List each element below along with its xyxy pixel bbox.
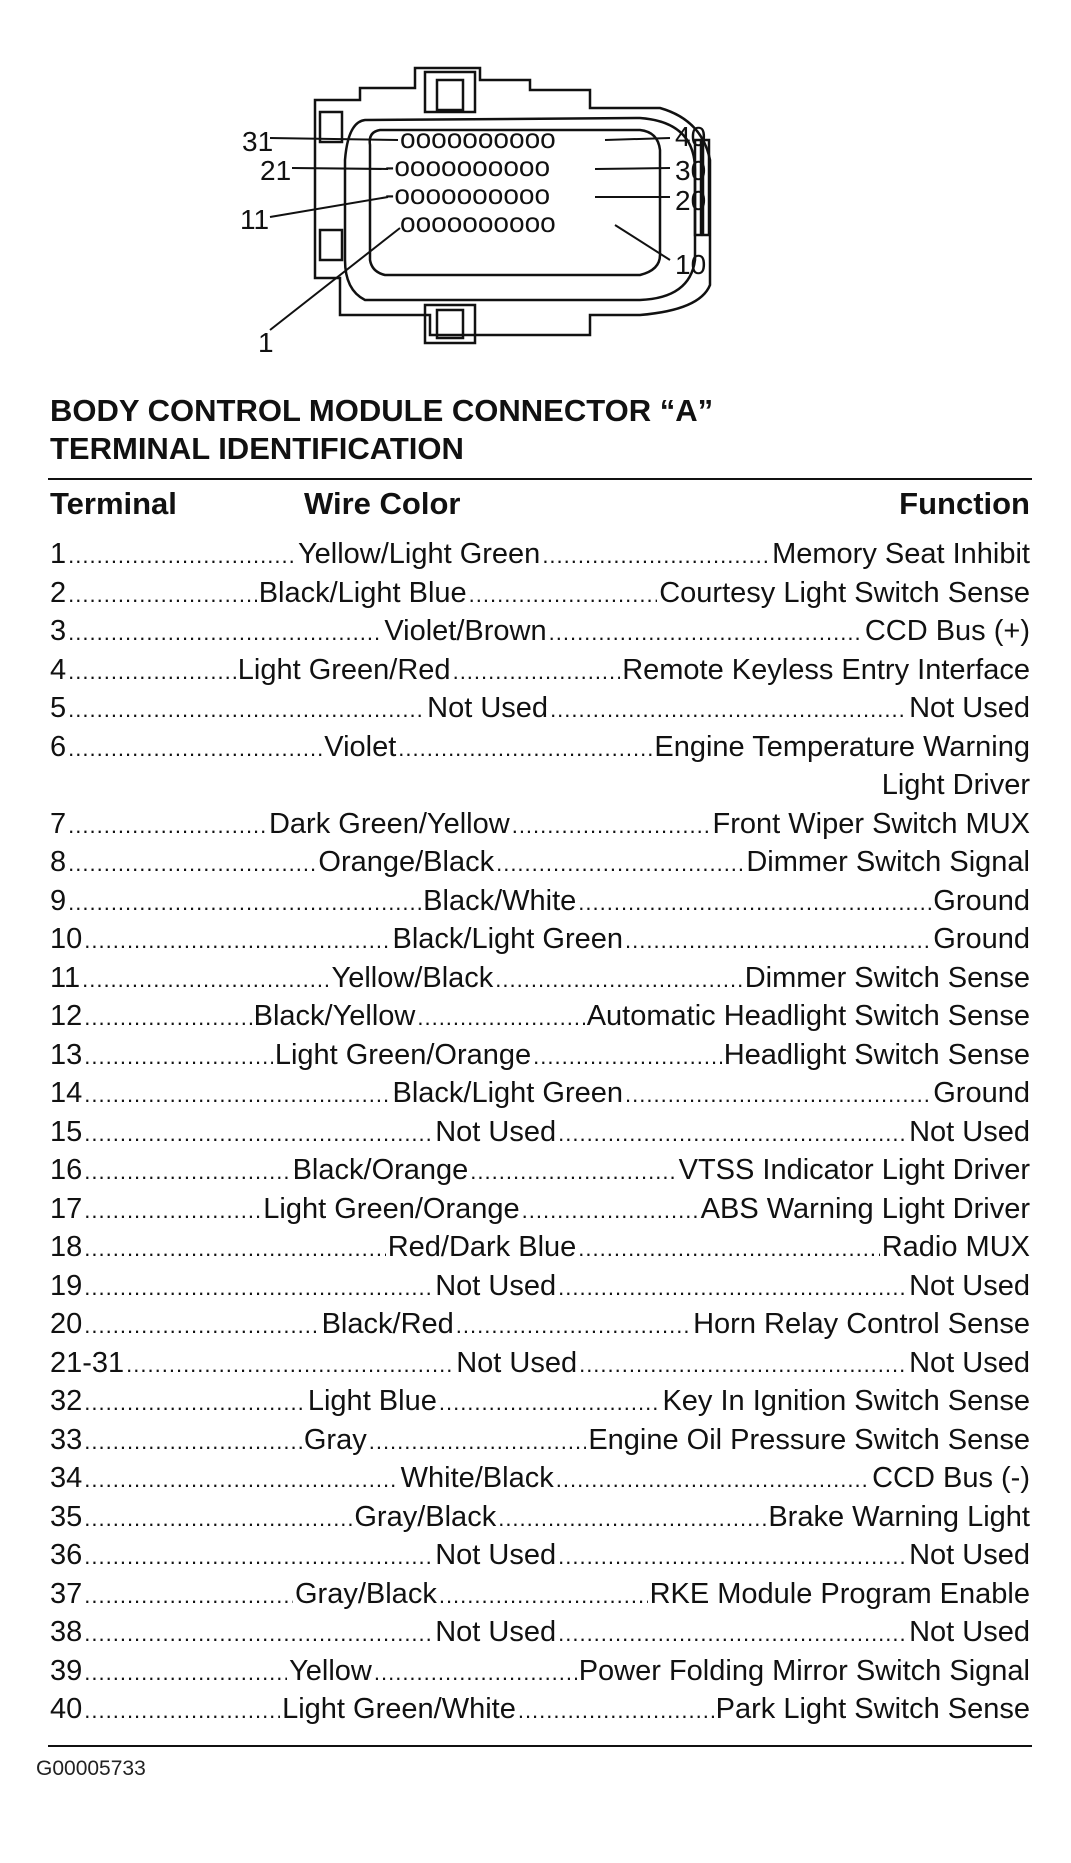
leader-dots: [68, 845, 316, 884]
leader-dots: [512, 807, 711, 846]
leader-dots: [542, 537, 770, 576]
table-row: [50, 612, 1030, 651]
terminal-number: 19: [50, 1269, 83, 1302]
pin-label-1: 1: [258, 327, 274, 358]
leader-dots: [84, 999, 251, 1038]
function-text: Ground: [933, 923, 1030, 955]
terminal-number: 16: [50, 1154, 83, 1186]
function-text: Dimmer Switch Sense: [744, 961, 1030, 994]
function-text: Engine Temperature Warning: [654, 730, 1030, 763]
table-row: [50, 920, 1030, 959]
function-text: Ground: [933, 1077, 1030, 1109]
table-row: [50, 805, 1030, 844]
wire-color: Not Used: [435, 1539, 557, 1571]
function-text: Headlight Switch Sense: [723, 1038, 1030, 1071]
leader-dots: [453, 653, 621, 692]
terminal-number: 14: [50, 1077, 83, 1109]
leader-dots: [84, 1038, 273, 1077]
table-row: [50, 1151, 1030, 1190]
column-header-function: Function: [899, 486, 1030, 521]
table-row: [50, 574, 1030, 613]
leader-dots: [84, 1654, 287, 1693]
terminal-number: 33: [50, 1423, 83, 1456]
wire-color: Light Green/White: [282, 1693, 516, 1725]
wire-color: Light Green/Orange: [274, 1038, 532, 1071]
leader-dots: [68, 576, 257, 615]
leader-dots: [84, 1538, 433, 1577]
wire-color: Black/Orange: [292, 1154, 469, 1186]
leader-dots: [84, 1076, 390, 1115]
function-text: Engine Oil Pressure Switch Sense: [588, 1423, 1030, 1456]
leader-dots: [374, 1654, 577, 1693]
wire-color: Dark Green/Yellow: [268, 807, 510, 840]
pin-row-10-1: oooooooooo: [400, 207, 556, 238]
terminal-number: 20: [50, 1308, 83, 1340]
function-text: Park Light Switch Sense: [715, 1693, 1030, 1725]
pin-label-20: 20: [675, 185, 707, 216]
terminal-number: 8: [50, 846, 67, 878]
wire-color: Yellow/Light Green: [297, 538, 541, 570]
leader-dots: [84, 1615, 433, 1654]
leader-dots: [578, 884, 931, 923]
leader-dots: [533, 1038, 722, 1077]
heading-line-2: TERMINAL IDENTIFICATION: [50, 431, 464, 466]
wire-color: White/Black: [400, 1462, 554, 1494]
leader-dots: [549, 614, 863, 653]
terminal-number: 32: [50, 1385, 83, 1417]
leader-dots: [84, 1423, 302, 1462]
leader-dots: [68, 537, 296, 576]
leader-dots: [439, 1384, 661, 1423]
pin-label-30: 30: [675, 155, 707, 186]
leader-dots: [84, 1692, 280, 1731]
terminal-number: 12: [50, 1000, 83, 1032]
leader-dots: [558, 1615, 907, 1654]
terminal-number: 7: [50, 807, 67, 840]
leader-dots: [84, 1384, 306, 1423]
function-text: Key In Ignition Switch Sense: [662, 1385, 1030, 1417]
leader-dots: [439, 1577, 648, 1616]
function-text: Dimmer Switch Signal: [746, 846, 1030, 878]
heading-line-1: BODY CONTROL MODULE CONNECTOR “A”: [50, 393, 714, 428]
function-text: Not Used: [909, 1616, 1030, 1648]
wire-color: Light Green/Orange: [263, 1192, 520, 1225]
wire-color: Red/Dark Blue: [387, 1231, 577, 1263]
table-row: [50, 959, 1030, 998]
leader-dots: [550, 691, 907, 730]
terminal-number: 9: [50, 884, 67, 917]
terminal-number: 39: [50, 1654, 83, 1687]
function-text: Radio MUX: [881, 1231, 1030, 1263]
table-row: [50, 1652, 1030, 1691]
table-row: [50, 1459, 1030, 1498]
terminal-table: [50, 535, 1030, 1729]
table-row: [50, 535, 1030, 574]
leader-dots: [68, 807, 267, 846]
terminal-number: 40: [50, 1693, 83, 1725]
leader-dots: [518, 1692, 714, 1731]
leader-dots: [578, 1230, 879, 1269]
wire-color: Gray/Black: [354, 1500, 497, 1533]
leader-dots: [495, 961, 742, 1000]
function-text: Not Used: [909, 1115, 1030, 1148]
table-row: [50, 1421, 1030, 1460]
leader-dots: [625, 922, 931, 961]
table-row: [50, 1575, 1030, 1614]
terminal-number: 11: [50, 961, 81, 994]
terminal-number: 15: [50, 1115, 83, 1148]
leader-dots: [68, 653, 236, 692]
table-row: [50, 1536, 1030, 1575]
leader-dots: [84, 1461, 398, 1500]
pin-label-40: 40: [675, 121, 707, 152]
function-text: VTSS Indicator Light Driver: [678, 1154, 1030, 1186]
table-row: [50, 1498, 1030, 1537]
wire-color: Light Blue: [307, 1385, 437, 1417]
pin-rows: [385, 123, 556, 238]
wire-color: Black/Light Green: [392, 1077, 624, 1109]
leader-dots: [84, 1307, 319, 1346]
column-header-terminal: Terminal: [50, 486, 177, 521]
terminal-number: 3: [50, 615, 67, 647]
leader-dots: [556, 1461, 870, 1500]
function-text: Remote Keyless Entry Interface: [622, 653, 1030, 686]
leader-dots: [84, 1153, 290, 1192]
function-text: Not Used: [909, 1346, 1030, 1379]
table-row: [50, 997, 1030, 1036]
leader-dots: [456, 1307, 691, 1346]
leader-dots: [470, 1153, 676, 1192]
table-row: [50, 1190, 1030, 1229]
bottom-divider: [48, 1745, 1032, 1747]
leader-dots: [68, 730, 322, 769]
leader-dots: [369, 1423, 587, 1462]
column-headers: [50, 486, 1030, 524]
terminal-number: 6: [50, 730, 67, 763]
function-text-continued: Light Driver: [881, 769, 1030, 801]
terminal-number: 10: [50, 923, 83, 955]
leader-dots: [579, 1346, 907, 1385]
table-row: [50, 689, 1030, 728]
leader-dots: [558, 1538, 907, 1577]
function-text: Not Used: [909, 1539, 1030, 1571]
function-text: Not Used: [909, 692, 1030, 724]
function-text: CCD Bus (-): [872, 1462, 1030, 1494]
function-text: Automatic Headlight Switch Sense: [586, 1000, 1030, 1032]
table-row: [50, 1074, 1030, 1113]
table-row: [50, 1305, 1030, 1344]
wire-color: Light Green/Red: [237, 653, 451, 686]
function-text: Front Wiper Switch MUX: [712, 807, 1030, 840]
leader-dots: [84, 1115, 433, 1154]
pin-label-21: 21: [260, 155, 292, 186]
table-row: [50, 651, 1030, 690]
leader-dots: [498, 1500, 766, 1539]
leader-dots: [469, 576, 658, 615]
leader-dots: [558, 1269, 907, 1308]
terminal-number: 4: [50, 653, 67, 686]
function-text: Power Folding Mirror Switch Signal: [578, 1654, 1030, 1687]
function-text: Brake Warning Light: [768, 1500, 1030, 1533]
terminal-number: 34: [50, 1462, 83, 1494]
pin-row-40-31: oooooooooo: [400, 123, 556, 154]
wire-color: Black/Light Blue: [258, 576, 467, 609]
table-row: [50, 728, 1030, 805]
leader-dots: [417, 999, 584, 1038]
terminal-number: 1: [50, 538, 67, 570]
table-row: [50, 1344, 1030, 1383]
wire-color: Not Used: [427, 692, 549, 724]
terminal-number: 13: [50, 1038, 83, 1071]
terminal-number: 35: [50, 1500, 83, 1533]
leader-dots: [496, 845, 744, 884]
pin-row-20-11: -oooooooooo: [385, 179, 551, 210]
table-row: [50, 843, 1030, 882]
function-text: RKE Module Program Enable: [649, 1577, 1030, 1610]
leader-dots: [625, 1076, 931, 1115]
wire-color: Violet: [324, 730, 397, 763]
leader-dots: [68, 614, 382, 653]
terminal-number: 36: [50, 1539, 83, 1571]
table-row: [50, 1690, 1030, 1729]
terminal-number: 17: [50, 1192, 83, 1225]
wire-color: Black/Yellow: [253, 1000, 416, 1032]
terminal-number: 38: [50, 1616, 83, 1648]
terminal-number: 18: [50, 1231, 83, 1263]
wire-color: Not Used: [435, 1616, 557, 1648]
pin-label-31: 31: [242, 126, 274, 157]
terminal-number: 2: [50, 576, 67, 609]
table-heading: [50, 392, 713, 468]
function-text: Ground: [933, 884, 1031, 917]
wire-color: Black/Light Green: [392, 923, 624, 955]
wire-color: Not Used: [435, 1269, 557, 1302]
wire-color: Gray/Black: [295, 1577, 437, 1610]
pin-row-30-21: -oooooooooo: [385, 151, 551, 182]
wire-color: Violet/Brown: [384, 615, 547, 647]
wire-color: Black/White: [423, 884, 577, 917]
function-text: Memory Seat Inhibit: [772, 538, 1030, 570]
wire-color: Not Used: [456, 1346, 578, 1379]
function-text: Horn Relay Control Sense: [693, 1308, 1030, 1340]
leader-dots: [84, 1269, 433, 1308]
leader-dots: [84, 1192, 261, 1231]
leader-dots: [522, 1192, 699, 1231]
wire-color: Black/Red: [321, 1308, 454, 1340]
function-text: ABS Warning Light Driver: [700, 1192, 1030, 1225]
function-text: Courtesy Light Switch Sense: [659, 576, 1030, 609]
column-header-wire-color: Wire Color: [304, 486, 461, 521]
leader-dots: [84, 922, 390, 961]
table-row: [50, 1613, 1030, 1652]
terminal-number: 37: [50, 1577, 83, 1610]
connector-diagram: [240, 60, 820, 375]
table-row: [50, 1036, 1030, 1075]
leader-dots: [84, 1500, 352, 1539]
table-row: [50, 882, 1030, 921]
function-text: Not Used: [909, 1269, 1030, 1302]
table-row: [50, 1382, 1030, 1421]
table-row: [50, 1228, 1030, 1267]
leader-dots: [126, 1346, 454, 1385]
table-row: [50, 1113, 1030, 1152]
leader-dots: [68, 691, 425, 730]
terminal-number: 21-31: [50, 1346, 125, 1379]
leader-dots: [84, 1577, 293, 1616]
wire-color: Yellow: [289, 1654, 372, 1687]
function-text: CCD Bus (+): [864, 615, 1030, 647]
leader-dots: [68, 884, 421, 923]
terminal-number: 5: [50, 692, 67, 724]
pin-label-10: 10: [675, 249, 707, 280]
leader-dots: [82, 961, 329, 1000]
wire-color: Not Used: [435, 1115, 557, 1148]
leader-dots: [558, 1115, 907, 1154]
wire-color: Gray: [303, 1423, 367, 1456]
pin-label-11: 11: [240, 204, 270, 235]
top-divider: [48, 478, 1032, 480]
wire-color: Yellow/Black: [331, 961, 494, 994]
wire-color: Orange/Black: [318, 846, 495, 878]
table-row: [50, 1267, 1030, 1306]
leader-dots: [398, 730, 652, 769]
leader-dots: [84, 1230, 385, 1269]
figure-id: G00005733: [36, 1757, 146, 1780]
